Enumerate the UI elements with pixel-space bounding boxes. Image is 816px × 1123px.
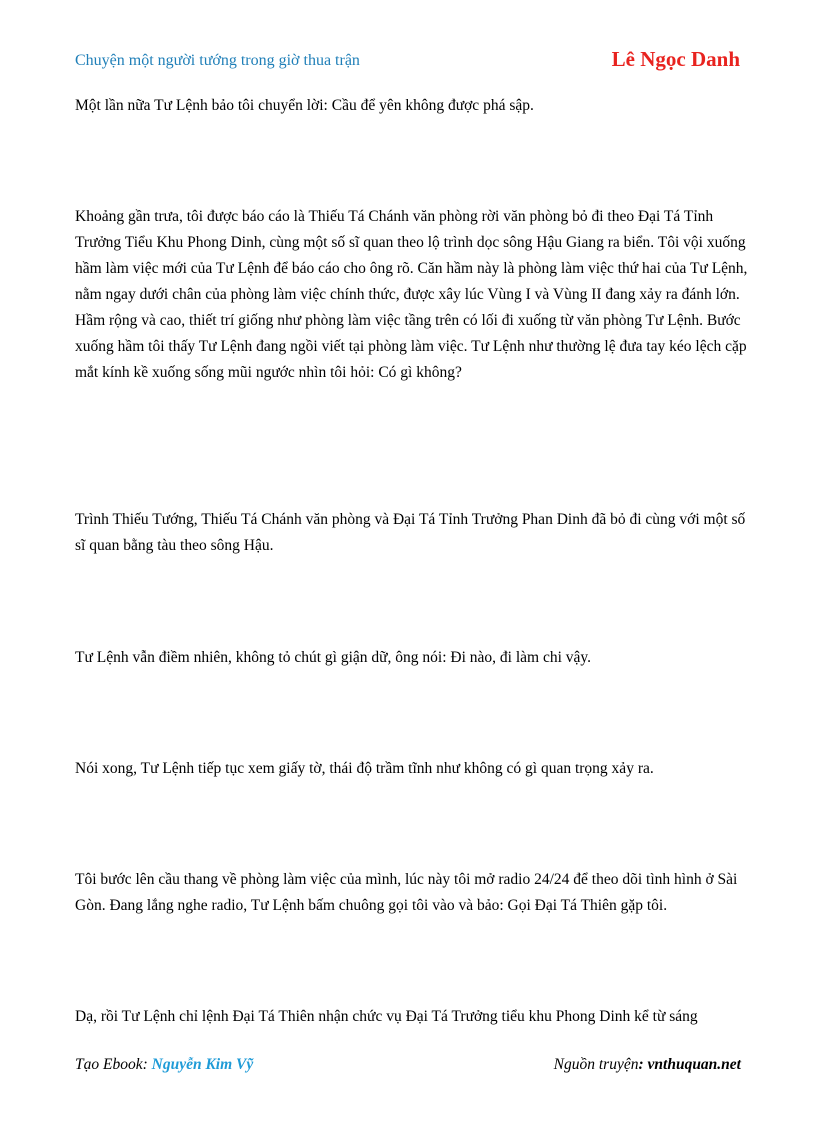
paragraph-5: Nói xong, Tư Lệnh tiếp tục xem giấy tờ, thái độ trầm tĩnh như không có gì quan trọng xảy ra. [75,760,654,777]
source-label: Nguồn truyện [553,1056,639,1073]
footer-ebook-credit [75,1056,253,1074]
paragraph-4: Tư Lệnh vẫn điềm nhiên, không tỏ chút gì giận dữ, ông nói: Đi nào, đi làm chi vậy. [75,649,592,666]
paragraph-7: Dạ, rồi Tư Lệnh chỉ lệnh Đại Tá Thiên nhận chức vụ Đại Tá Trưởng tiểu khu Phong Dinh kể từ sáng [75,1008,698,1025]
ebook-separator: : [142,1056,152,1073]
source-separator: : [638,1056,648,1073]
author-name: Lê Ngọc Danh [611,47,740,71]
paragraph-2: Khoảng gần trưa, tôi được báo cáo là Thiếu Tá Chánh văn phòng rời văn phòng bỏ đi theo Đại Tá Tỉnh Trưởng Tiểu Khu Phong Dinh, cùng một số sĩ quan theo lộ trình dọc sông Hậu Giang ra biển. Tôi vội xuống hầm làm việc mới của Tư Lệnh để báo cáo cho ông rõ. Căn hầm này là phòng làm việc thứ hai của Tư Lệnh, nằm ngay dưới chân của phòng làm việc chính thức, được xây lúc Vùng I và Vùng II đang xảy ra đánh lớn. Hầm rộng và cao, thiết trí giống như phòng làm việc tầng trên có lối đi xuống từ văn phòng Tư Lệnh. Bước xuống hầm tôi thấy Tư Lệnh đang ngồi viết tại phòng làm việc. Tư Lệnh như thường lệ đưa tay kéo lệch cặp mắt kính kề xuống sống mũi ngước nhìn tôi hỏi: Có gì không? [75,208,748,381]
footer-source-credit [554,1056,741,1074]
document-title: Chuyện một người tướng trong giờ thua trận [75,52,360,69]
source-site: vnthuquan.net [647,1056,741,1073]
ebook-author: Nguyễn Kim Vỹ [151,1056,254,1073]
paragraph-6: Tôi bước lên cầu thang về phòng làm việc của mình, lúc này tôi mở radio 24/24 để theo dõi tình hình ở Sài Gòn. Đang lắng nghe radio, Tư Lệnh bấm chuông gọi tôi vào và bảo: Gọi Đại Tá Thiên gặp tôi. [75,871,738,914]
ebook-label: Tạo Ebook [75,1056,143,1073]
paragraph-3: Trình Thiếu Tướng, Thiếu Tá Chánh văn phòng và Đại Tá Tỉnh Trưởng Phan Dinh đã bỏ đi cùng với một số sĩ quan bằng tàu theo sông Hậu. [75,511,746,554]
paragraph-1: Một lần nữa Tư Lệnh bảo tôi chuyển lời: Cầu để yên không được phá sập. [75,97,534,114]
